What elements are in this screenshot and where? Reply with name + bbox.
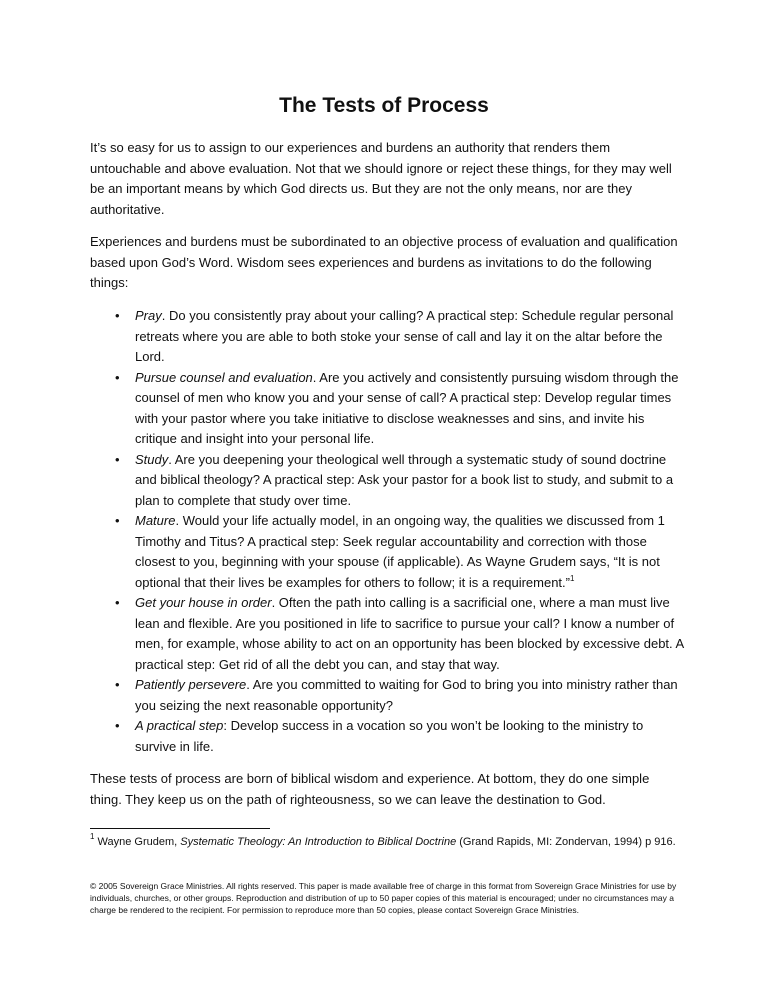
bullet-icon: • <box>115 677 120 692</box>
footnote-number: 1 <box>90 832 95 841</box>
list-item-lead: Patiently persevere <box>135 677 247 692</box>
intro-paragraph: It’s so easy for us to assign to our experiences and burdens an authority that renders them untouchable and above evaluation. Not that we should ignore or reject these things, for they may well be an important means by which God directs us. But they are not the only means, nor are they authoritative. <box>90 140 672 217</box>
second-paragraph: Experiences and burdens must be subordinated to an objective process of evaluation and qualification based upon God’s Word. Wisdom sees experiences and burdens as invitations to do the following things: <box>90 234 678 290</box>
list-item-lead: A practical step <box>135 718 224 733</box>
list-item-text: : Develop success in a vocation so you won’t be looking to the ministry to survive in life. <box>135 718 644 754</box>
list-item-lead: Pray <box>135 308 162 323</box>
footnote-divider <box>90 828 270 829</box>
copyright-notice: © 2005 Sovereign Grace Ministries. All rights reserved. This paper is made available free of charge in this format from Sovereign Grace Ministries for use by individuals, churches, or other groups. Reproduction and distribution of up to 50 paper copies of this material is encouraged; under no circumstances may a charge be rendered to the recipient. For permission to reproduce more than 50 copies, please contact Sovereign Grace Ministries. <box>90 881 677 915</box>
list-item-text: . Are you committed to waiting for God to bring you into ministry rather than you seizing the next reasonable opportunity? <box>135 677 678 713</box>
list-item-text: . Are you actively and consistently pursuing wisdom through the counsel of men who know you and your sense of call? A practical step: Develop regular times with your pastor where you take initiative to disclose weaknesses and sins, and invite his critique and insight into your personal life. <box>135 369 679 446</box>
bullet-icon: • <box>115 369 120 385</box>
list-item-lead: Mature <box>135 513 176 528</box>
list-item-study <box>90 450 684 512</box>
list-item-text: . Do you consistently pray about your calling? A practical step: Schedule regular personal retreats where you are able to both stoke your sense of call and lay it on the altar before the Lord. <box>135 308 674 364</box>
footnote-author: Wayne Grudem, <box>94 836 181 848</box>
bullet-icon: • <box>115 308 120 323</box>
list-item-house-in-order <box>90 593 684 675</box>
bullet-icon: • <box>115 451 120 467</box>
list-item-text: . Would your life actually model, in an ongoing way, the qualities we discussed from 1 Timothy and Titus? A practical step: Seek regular accountability and correction with those closest to you, beginning with your spouse (if applicable). As Wayne Grudem says, “It is not optional that their lives be examples for others to follow; it is a requirement.” <box>135 513 665 590</box>
list-item-lead: Pursue counsel and evaluation <box>135 369 313 385</box>
list-item-lead: Get your house in order <box>135 595 272 610</box>
bullet-icon: • <box>115 513 120 528</box>
list-item-pursue-counsel <box>90 368 684 450</box>
list-item-mature <box>90 511 684 593</box>
bullet-icon: • <box>115 718 120 733</box>
closing-paragraph: These tests of process are born of biblical wisdom and experience. At bottom, they do one simple thing. They keep us on the path of righteousness, so we can leave the destination to God. <box>90 771 650 807</box>
bullet-icon: • <box>115 595 120 610</box>
tests-list <box>90 306 684 757</box>
footnote-reference[interactable]: 1 <box>570 573 575 583</box>
list-item-practical-step <box>90 716 684 757</box>
footnote-book-title: Systematic Theology: An Introduction to Biblical Doctrine <box>180 836 457 848</box>
list-item-text: . Often the path into calling is a sacrificial one, where a man must live lean and flexible. Are you positioned in life to sacrifice to pursue your call? I know a number of men, for example, whose ability to act on an opportunity has been blocked by excessive debt. A practical step: Get rid of all the debt you can, and stay that way. <box>135 595 684 672</box>
list-item-text: . Are you deepening your theological well through a systematic study of sound doctrine and biblical theology? A practical step: Ask your pastor for a book list to study, and submit to a plan to complete that study over time. <box>135 451 674 508</box>
list-item-pray <box>90 306 684 368</box>
list-item-lead: Study <box>135 451 169 467</box>
page-title: The Tests of Process <box>279 94 489 117</box>
footnote <box>90 834 684 851</box>
list-item-persevere <box>90 675 684 716</box>
footnote-citation: (Grand Rapids, MI: Zondervan, 1994) p 916. <box>456 836 676 848</box>
